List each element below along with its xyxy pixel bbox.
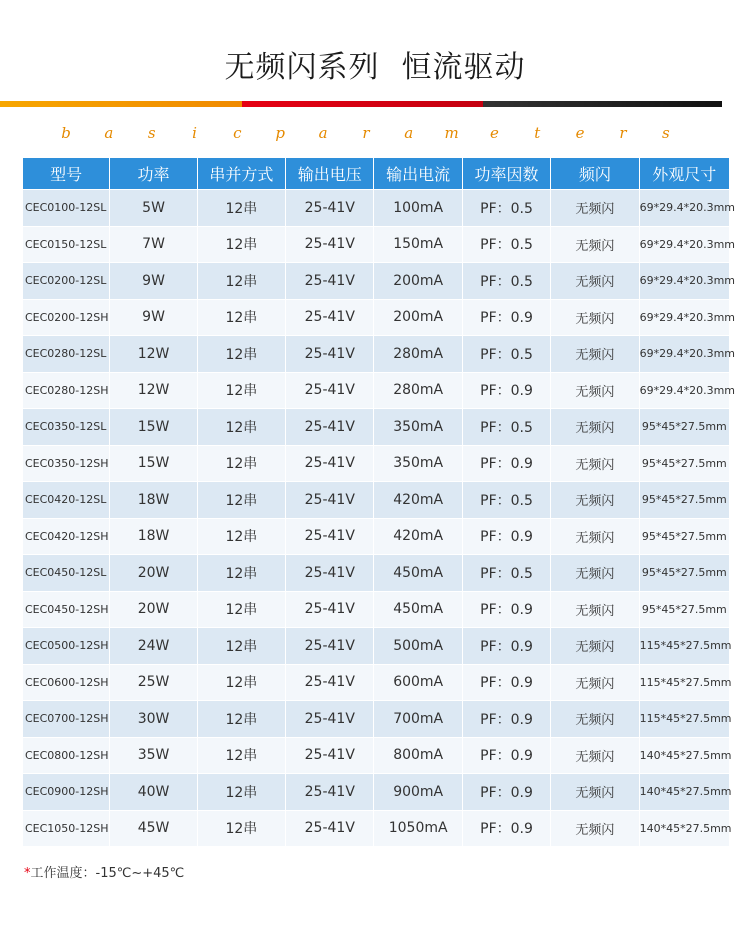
subtitle-letter: s <box>147 124 156 142</box>
page-title <box>0 42 750 86</box>
cell-power: 25W <box>110 665 196 701</box>
cell-size: 69*29.4*20.3mm <box>640 190 729 226</box>
header-dimensions: 外观尺寸 <box>640 158 729 189</box>
cell-model: CEC0600-12SH <box>23 665 109 701</box>
cell-flicker: 无频闪 <box>551 774 638 810</box>
cell-power: 20W <box>110 592 196 628</box>
subtitle-letter: a <box>104 124 114 142</box>
table-row <box>23 592 729 628</box>
subtitle-letter: a <box>318 124 328 142</box>
cell-series: 12串 <box>198 446 285 482</box>
cell-pf: PF：0.9 <box>463 373 550 409</box>
cell-voltage: 25-41V <box>286 738 373 774</box>
cell-current: 200mA <box>374 300 461 336</box>
cell-model: CEC0900-12SH <box>23 774 109 810</box>
cell-model: CEC0800-12SH <box>23 738 109 774</box>
cell-voltage: 25-41V <box>286 665 373 701</box>
table-row <box>23 738 729 774</box>
cell-current: 280mA <box>374 336 461 372</box>
cell-voltage: 25-41V <box>286 592 373 628</box>
subtitle-letter: p <box>275 124 286 142</box>
cell-flicker: 无频闪 <box>551 373 638 409</box>
cell-size: 69*29.4*20.3mm <box>640 336 729 372</box>
cell-power: 9W <box>110 300 196 336</box>
cell-series: 12串 <box>198 336 285 372</box>
note-asterisk: * <box>24 866 31 881</box>
table-row <box>23 774 729 810</box>
cell-pf: PF：0.5 <box>463 227 550 263</box>
cell-voltage: 25-41V <box>286 774 373 810</box>
cell-size: 115*45*27.5mm <box>640 628 729 664</box>
cell-voltage: 25-41V <box>286 300 373 336</box>
cell-size: 95*45*27.5mm <box>640 409 729 445</box>
cell-pf: PF：0.5 <box>463 263 550 299</box>
cell-pf: PF：0.9 <box>463 300 550 336</box>
cell-current: 450mA <box>374 592 461 628</box>
subtitle-letter: i <box>192 124 197 142</box>
cell-series: 12串 <box>198 227 285 263</box>
cell-power: 40W <box>110 774 196 810</box>
note-text: 工作温度：-15℃~+45℃ <box>30 866 185 881</box>
cell-current: 100mA <box>374 190 461 226</box>
operating-temperature-note <box>24 862 184 881</box>
cell-voltage: 25-41V <box>286 373 373 409</box>
header-output-voltage: 输出电压 <box>286 158 373 189</box>
table-row <box>23 227 729 263</box>
cell-pf: PF：0.9 <box>463 446 550 482</box>
cell-series: 12串 <box>198 190 285 226</box>
cell-voltage: 25-41V <box>286 336 373 372</box>
cell-model: CEC0500-12SH <box>23 628 109 664</box>
cell-power: 18W <box>110 482 196 518</box>
cell-flicker: 无频闪 <box>551 336 638 372</box>
cell-series: 12串 <box>198 738 285 774</box>
cell-voltage: 25-41V <box>286 482 373 518</box>
subtitle-letter: a <box>404 124 414 142</box>
cell-power: 5W <box>110 190 196 226</box>
cell-size: 95*45*27.5mm <box>640 519 729 555</box>
cell-power: 9W <box>110 263 196 299</box>
table-row <box>23 373 729 409</box>
table-row <box>23 519 729 555</box>
table-row <box>23 409 729 445</box>
header-model: 型号 <box>23 158 109 189</box>
subtitle-letter: e <box>489 124 499 142</box>
cell-model: CEC0450-12SL <box>23 555 109 591</box>
cell-series: 12串 <box>198 482 285 518</box>
cell-pf: PF：0.9 <box>463 774 550 810</box>
cell-flicker: 无频闪 <box>551 300 638 336</box>
cell-series: 12串 <box>198 701 285 737</box>
cell-pf: PF：0.9 <box>463 519 550 555</box>
cell-model: CEC0450-12SH <box>23 592 109 628</box>
cell-power: 12W <box>110 373 196 409</box>
cell-flicker: 无频闪 <box>551 190 638 226</box>
cell-size: 95*45*27.5mm <box>640 482 729 518</box>
cell-series: 12串 <box>198 263 285 299</box>
cell-power: 15W <box>110 409 196 445</box>
cell-flicker: 无频闪 <box>551 227 638 263</box>
cell-model: CEC0350-12SL <box>23 409 109 445</box>
cell-size: 115*45*27.5mm <box>640 665 729 701</box>
cell-voltage: 25-41V <box>286 628 373 664</box>
cell-current: 150mA <box>374 227 461 263</box>
cell-pf: PF：0.9 <box>463 592 550 628</box>
cell-series: 12串 <box>198 519 285 555</box>
subtitle-letter: e <box>575 124 585 142</box>
cell-current: 420mA <box>374 482 461 518</box>
table-row <box>23 300 729 336</box>
cell-current: 350mA <box>374 409 461 445</box>
header-output-current: 输出电流 <box>374 158 461 189</box>
cell-flicker: 无频闪 <box>551 665 638 701</box>
cell-power: 15W <box>110 446 196 482</box>
cell-flicker: 无频闪 <box>551 555 638 591</box>
cell-pf: PF：0.9 <box>463 811 550 847</box>
cell-power: 24W <box>110 628 196 664</box>
cell-power: 18W <box>110 519 196 555</box>
cell-model: CEC0150-12SL <box>23 227 109 263</box>
cell-power: 7W <box>110 227 196 263</box>
cell-series: 12串 <box>198 774 285 810</box>
basic-parameters-subtitle <box>56 124 676 142</box>
header-power-factor: 功率因数 <box>463 158 550 189</box>
cell-model: CEC0200-12SH <box>23 300 109 336</box>
cell-current: 700mA <box>374 701 461 737</box>
cell-flicker: 无频闪 <box>551 263 638 299</box>
divider-orange <box>0 101 242 107</box>
subtitle-letter: t <box>534 124 541 142</box>
cell-model: CEC0420-12SL <box>23 482 109 518</box>
cell-power: 12W <box>110 336 196 372</box>
cell-flicker: 无频闪 <box>551 409 638 445</box>
cell-pf: PF：0.9 <box>463 738 550 774</box>
cell-current: 450mA <box>374 555 461 591</box>
divider-black <box>483 101 722 107</box>
table-row <box>23 665 729 701</box>
spec-table <box>22 157 736 847</box>
cell-voltage: 25-41V <box>286 519 373 555</box>
cell-model: CEC0350-12SH <box>23 446 109 482</box>
header-power: 功率 <box>110 158 196 189</box>
cell-voltage: 25-41V <box>286 227 373 263</box>
cell-voltage: 25-41V <box>286 811 373 847</box>
cell-current: 900mA <box>374 774 461 810</box>
cell-size: 69*29.4*20.3mm <box>640 263 729 299</box>
cell-flicker: 无频闪 <box>551 701 638 737</box>
subtitle-letter: m <box>444 124 459 142</box>
cell-current: 200mA <box>374 263 461 299</box>
cell-model: CEC0200-12SL <box>23 263 109 299</box>
table-body <box>23 190 736 846</box>
divider-red <box>242 101 483 107</box>
cell-model: CEC0420-12SH <box>23 519 109 555</box>
cell-pf: PF：0.5 <box>463 190 550 226</box>
cell-model: CEC0700-12SH <box>23 701 109 737</box>
cell-model: CEC0280-12SL <box>23 336 109 372</box>
cell-series: 12串 <box>198 628 285 664</box>
subtitle-letter: s <box>661 124 670 142</box>
cell-size: 69*29.4*20.3mm <box>640 227 729 263</box>
cell-current: 800mA <box>374 738 461 774</box>
title-series: 无频闪系列 <box>224 50 380 85</box>
table-header-row <box>23 158 729 189</box>
title-driver: 恒流驱动 <box>401 50 526 85</box>
subtitle-letter: r <box>362 124 370 142</box>
cell-flicker: 无频闪 <box>551 628 638 664</box>
cell-voltage: 25-41V <box>286 409 373 445</box>
cell-power: 45W <box>110 811 196 847</box>
cell-size: 95*45*27.5mm <box>640 555 729 591</box>
cell-current: 600mA <box>374 665 461 701</box>
cell-current: 500mA <box>374 628 461 664</box>
cell-pf: PF：0.5 <box>463 336 550 372</box>
subtitle-letter: r <box>619 124 627 142</box>
cell-flicker: 无频闪 <box>551 482 638 518</box>
cell-series: 12串 <box>198 409 285 445</box>
cell-flicker: 无频闪 <box>551 446 638 482</box>
cell-pf: PF：0.9 <box>463 665 550 701</box>
cell-model: CEC1050-12SH <box>23 811 109 847</box>
cell-series: 12串 <box>198 555 285 591</box>
cell-size: 69*29.4*20.3mm <box>640 300 729 336</box>
cell-series: 12串 <box>198 665 285 701</box>
cell-model: CEC0100-12SL <box>23 190 109 226</box>
cell-size: 95*45*27.5mm <box>640 592 729 628</box>
cell-flicker: 无频闪 <box>551 592 638 628</box>
cell-pf: PF：0.9 <box>463 628 550 664</box>
cell-power: 35W <box>110 738 196 774</box>
cell-series: 12串 <box>198 373 285 409</box>
cell-series: 12串 <box>198 300 285 336</box>
cell-current: 350mA <box>374 446 461 482</box>
cell-voltage: 25-41V <box>286 555 373 591</box>
cell-voltage: 25-41V <box>286 190 373 226</box>
table-row <box>23 336 729 372</box>
cell-power: 30W <box>110 701 196 737</box>
header-series-parallel: 串并方式 <box>198 158 285 189</box>
table-row <box>23 555 729 591</box>
cell-flicker: 无频闪 <box>551 738 638 774</box>
subtitle-letter: b <box>61 124 71 142</box>
table-row <box>23 628 729 664</box>
header-flicker: 频闪 <box>551 158 638 189</box>
cell-size: 95*45*27.5mm <box>640 446 729 482</box>
cell-series: 12串 <box>198 811 285 847</box>
cell-flicker: 无频闪 <box>551 811 638 847</box>
cell-voltage: 25-41V <box>286 701 373 737</box>
cell-pf: PF：0.9 <box>463 701 550 737</box>
cell-power: 20W <box>110 555 196 591</box>
cell-pf: PF：0.5 <box>463 409 550 445</box>
cell-model: CEC0280-12SH <box>23 373 109 409</box>
cell-size: 69*29.4*20.3mm <box>640 373 729 409</box>
cell-current: 280mA <box>374 373 461 409</box>
table-row <box>23 701 729 737</box>
cell-series: 12串 <box>198 592 285 628</box>
cell-pf: PF：0.5 <box>463 482 550 518</box>
cell-size: 140*45*27.5mm <box>640 738 729 774</box>
cell-pf: PF：0.5 <box>463 555 550 591</box>
cell-voltage: 25-41V <box>286 263 373 299</box>
cell-voltage: 25-41V <box>286 446 373 482</box>
cell-size: 115*45*27.5mm <box>640 701 729 737</box>
table-row <box>23 811 729 847</box>
table-row <box>23 263 729 299</box>
cell-size: 140*45*27.5mm <box>640 774 729 810</box>
table-row <box>23 190 729 226</box>
table-row <box>23 446 729 482</box>
cell-size: 140*45*27.5mm <box>640 811 729 847</box>
tricolor-divider <box>0 101 722 107</box>
table-row <box>23 482 729 518</box>
cell-current: 1050mA <box>374 811 461 847</box>
cell-current: 420mA <box>374 519 461 555</box>
subtitle-letter: c <box>233 124 242 142</box>
cell-flicker: 无频闪 <box>551 519 638 555</box>
